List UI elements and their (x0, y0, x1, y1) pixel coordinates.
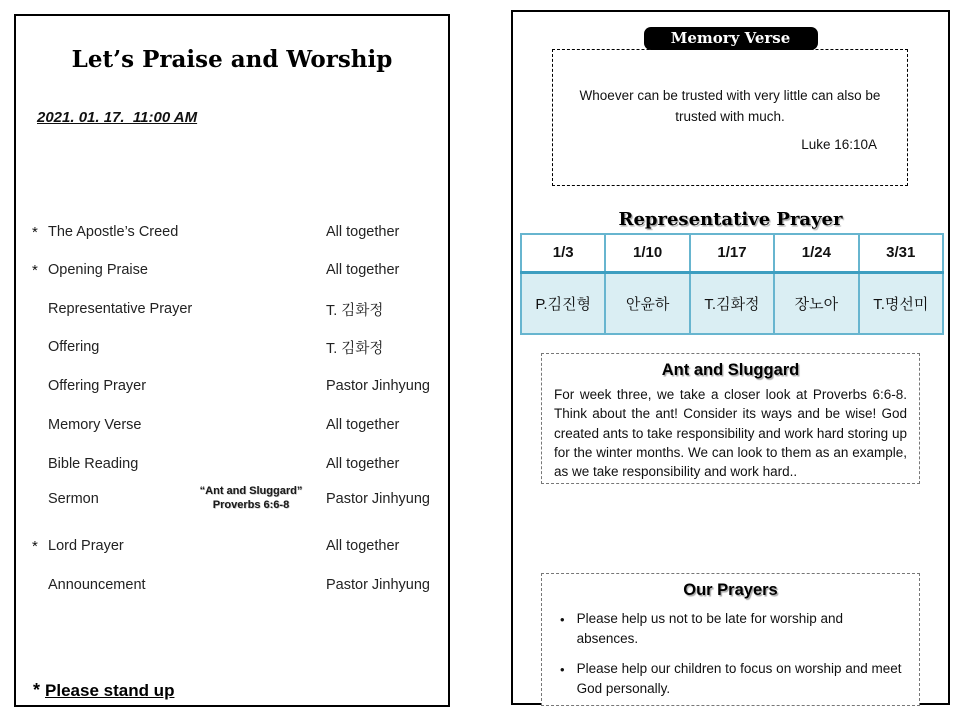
program-row-memory-verse (32, 413, 438, 437)
rep-prayer-date: 3/31 (859, 234, 943, 272)
program-row-bible-reading (32, 452, 438, 476)
program-row-offering-prayer (32, 374, 438, 398)
sermon-summary-box (541, 353, 920, 484)
rep-prayer-name: 안윤하 (605, 272, 689, 334)
program-row-announcement (32, 573, 438, 597)
our-prayers-title: Our Prayers (683, 581, 778, 599)
program-row-opening-praise (32, 258, 438, 282)
memory-verse-box (552, 49, 908, 186)
program-item-label: Lord Prayer (48, 538, 124, 554)
bullet-icon: • (560, 661, 565, 677)
rep-prayer-date: 1/24 (774, 234, 858, 272)
program-item-assignee: Pastor Jinhyung (326, 491, 430, 507)
program-item-assignee: T. 김화정 (326, 340, 384, 357)
stand-up-note (33, 680, 174, 701)
bullet-icon: • (560, 612, 565, 627)
prayer-item-text: Please help our children to focus on worship and meet God personally. (576, 660, 902, 696)
rep-prayer-table (520, 233, 944, 335)
program-item-assignee: All together (326, 224, 400, 240)
stand-asterisk: * (32, 537, 38, 555)
our-prayers-box (541, 573, 920, 706)
program-item-label: Announcement (48, 577, 146, 593)
rep-prayer-date: 1/3 (521, 234, 605, 272)
program-item-assignee: All together (326, 417, 400, 433)
stand-asterisk: * (32, 223, 38, 241)
rep-prayer-date: 1/17 (690, 234, 774, 272)
memory-verse-text: Whoever can be trusted with very little can also be trusted with much. (579, 88, 881, 124)
program-row-lord-prayer (32, 534, 438, 558)
program-item-label: Sermon (48, 491, 99, 507)
program-item-label: Offering Prayer (48, 378, 147, 394)
program-item-label: Bible Reading (48, 456, 139, 472)
rep-prayer-heading: Representative Prayer (618, 209, 843, 230)
sermon-title-note (175, 485, 327, 513)
worship-order-panel (14, 14, 450, 707)
program-item-label: Memory Verse (48, 417, 142, 433)
rep-prayer-name-row (521, 272, 943, 334)
memory-verse-reference: Luke 16:10A (801, 136, 877, 152)
program-row-apostles-creed (32, 220, 438, 244)
program-item-assignee: Pastor Jinhyung (326, 378, 430, 394)
memory-verse-badge: Memory Verse (644, 27, 818, 50)
rep-prayer-date: 1/10 (605, 234, 689, 272)
program-row-representative-prayer (32, 297, 438, 321)
footnote-text: Please stand up (45, 681, 175, 700)
rep-prayer-name: T.명선미 (859, 272, 943, 334)
program-row-offering (32, 335, 438, 359)
program-item-label: The Apostle’s Creed (48, 224, 179, 240)
program-item-assignee: T. 김화정 (326, 302, 384, 319)
rep-prayer-name: 장노아 (774, 272, 858, 334)
program-item-label: Representative Prayer (48, 301, 193, 317)
sermon-summary-body: For week three, we take a closer look at Proverbs 6:6-8. Think about the ant! Consider its ways and be wise! God created ants to take responsibility and work hard storing up for the winter months. We can look to them as an example, as we take responsibility and work hard.. (554, 387, 907, 480)
rep-prayer-name: T.김화정 (690, 272, 774, 334)
stand-asterisk: * (32, 261, 38, 279)
program-row-sermon (32, 483, 438, 515)
program-item-assignee: All together (326, 538, 400, 554)
program-item-label: Offering (48, 339, 100, 355)
program-item-assignee: All together (326, 262, 400, 278)
rep-prayer-date-row (521, 234, 943, 272)
service-datetime: 2021. 01. 17. 11:00 AM (37, 109, 198, 126)
sermon-title: “Ant and Sluggard” (199, 485, 303, 498)
sermon-scripture-ref: Proverbs 6:6-8 (212, 499, 290, 511)
prayer-item-text: Please help us not to be late for worship and absences. (576, 611, 843, 647)
rep-prayer-name: P.김진형 (521, 272, 605, 334)
program-item-assignee: All together (326, 456, 400, 472)
program-item-assignee: Pastor Jinhyung (326, 577, 430, 593)
prayer-item (560, 659, 903, 700)
prayer-item (560, 609, 903, 650)
page-title: Let’s Praise and Worship (71, 46, 393, 73)
program-item-label: Opening Praise (48, 262, 148, 278)
footnote-asterisk: * (33, 680, 41, 700)
sermon-summary-title: Ant and Sluggard (661, 361, 800, 379)
announcements-panel (511, 10, 950, 705)
